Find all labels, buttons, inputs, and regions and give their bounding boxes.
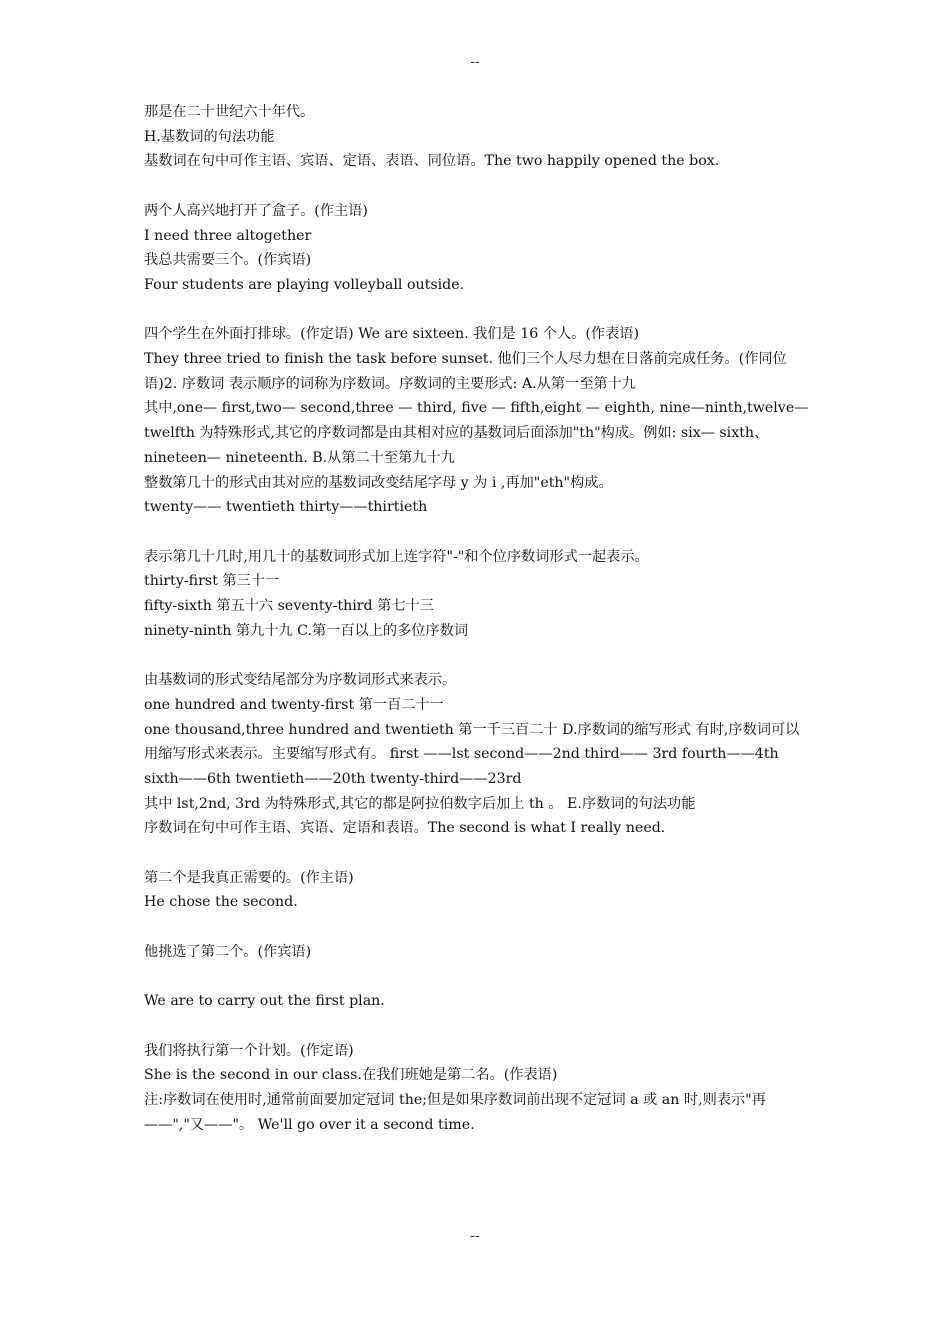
text-line: thirty-first 第三十一 (144, 573, 280, 590)
page-header-marker: -- (470, 54, 480, 70)
text-line: twenty—— twentieth thirty——thirtieth (144, 499, 428, 516)
text-line: 两个人高兴地打开了盒子。(作主语) (144, 202, 368, 219)
text-line: He chose the second. (144, 894, 298, 911)
text-line: 由基数词的形式变结尾部分为序数词形式来表示。 (144, 672, 457, 689)
text-line: We are to carry out the first plan. (144, 993, 385, 1010)
blank-line (144, 841, 812, 866)
text-line: I need three altogether (144, 227, 312, 244)
note-paragraph: 注:序数词在使用时,通常前面要加定冠词 the;但是如果序数词前出现不定冠词 a 或 an 时,则表示"再——","又——"。 We'll go over it a second time. (144, 1092, 766, 1133)
text-line: one hundred and twenty-first 第一百二十一 (144, 696, 444, 713)
text-line: 整数第几十的形式由其对应的基数词改变结尾字母 y 为 i ,再加"eth"构成。 (144, 474, 613, 491)
section-heading: H.基数词的句法功能 (144, 128, 275, 145)
text-paragraph: 其中,one— first,two— second,three — third, five — fifth,eight — eighth, nine—ninth,twelve— twelfth 为特殊形式,其它的序数词都是由其相对应的基数词后面添加"th"构成。例如: six— sixth、nineteen— nineteenth. B.从第二十至第九十九 (144, 400, 813, 466)
blank-line (144, 1014, 812, 1039)
blank-line (144, 965, 812, 990)
page-footer-marker: -- (470, 1228, 480, 1244)
text-line: 第二个是我真正需要的。(作主语) (144, 869, 354, 886)
text-line: 我们将执行第一个计划。(作定语) (144, 1042, 354, 1059)
text-line: 四个学生在外面打排球。(作定语) We are sixteen. 我们是 16 个人。(作表语) (144, 326, 639, 343)
text-line: She is the second in our class.在我们班她是第二名。(作表语) (144, 1067, 558, 1084)
text-line: 他挑选了第二个。(作宾语) (144, 943, 312, 960)
blank-line (144, 643, 812, 668)
text-line: ninety-ninth 第九十九 C.第一百以上的多位序数词 (144, 622, 469, 639)
blank-line (144, 520, 812, 545)
text-line: 序数词在句中可作主语、宾语、定语和表语。The second is what I really need. (144, 820, 666, 837)
text-line: 那是在二十世纪六十年代。 (144, 104, 315, 120)
text-paragraph: one thousand,three hundred and twentieth 第一千三百二十 D.序数词的缩写形式 有时,序数词可以用缩写形式来表示。主要缩写形式有。 first ——lst second——2nd third—— 3rd fourth——4th sixth——6th twentieth——20th twenty-third——23rd (144, 721, 800, 787)
text-line: fifty-sixth 第五十六 seventy-third 第七十三 (144, 598, 434, 615)
text-line: 表示第几十几时,用几十的基数词形式加上连字符"-"和个位序数词形式一起表示。 (144, 548, 649, 565)
text-line: 基数词在句中可作主语、宾语、定语、表语、同位语。The two happily opened the box. (144, 153, 720, 170)
blank-line (144, 298, 812, 323)
blank-line (144, 174, 812, 199)
text-line: 其中 lst,2nd, 3rd 为特殊形式,其它的都是阿拉伯数字后加上 th 。 E.序数词的句法功能 (144, 795, 696, 812)
text-line: 我总共需要三个。(作宾语) (144, 252, 312, 269)
document-body (144, 100, 812, 1137)
text-paragraph: They three tried to finish the task before sunset. 他们三个人尽力想在日落前完成任务。(作同位语)2. 序数词 表示顺序的词称为序数词。序数词的主要形式: A.从第一至第十九 (144, 351, 787, 392)
blank-line (144, 915, 812, 940)
text-line: Four students are playing volleyball outside. (144, 276, 465, 293)
